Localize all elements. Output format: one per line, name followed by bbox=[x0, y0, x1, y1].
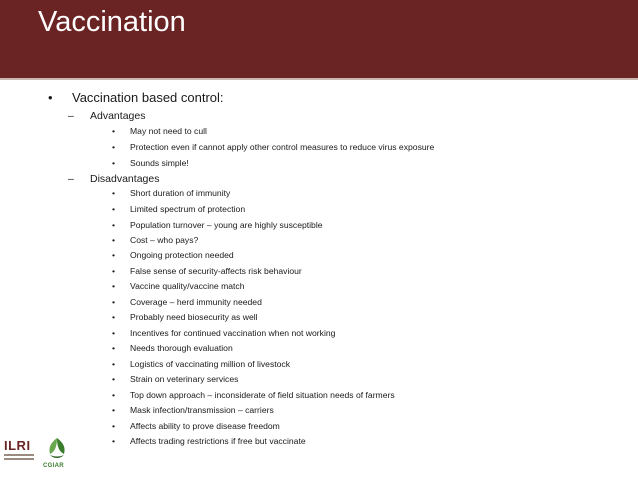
disadvantage-text: Coverage – herd immunity needed bbox=[130, 297, 262, 307]
cgiar-leaf-icon bbox=[44, 436, 70, 460]
bullet-symbol: • bbox=[112, 250, 116, 260]
disadvantage-text: Mask infection/transmission – carriers bbox=[130, 405, 274, 415]
bullet-symbol: • bbox=[112, 390, 116, 400]
disadvantage-text: Ongoing protection needed bbox=[130, 250, 234, 260]
bullet-symbol: • bbox=[48, 90, 53, 105]
dash-symbol: – bbox=[68, 173, 74, 185]
bullet-symbol: • bbox=[112, 220, 116, 230]
disadvantage-text: Short duration of immunity bbox=[130, 188, 231, 198]
logo-area bbox=[4, 436, 76, 476]
bullet-symbol: • bbox=[112, 188, 116, 198]
disadvantage-text: Needs thorough evaluation bbox=[130, 343, 233, 353]
main-bullet-text: Vaccination based control: bbox=[72, 90, 224, 105]
bullet-symbol: • bbox=[112, 328, 116, 338]
ilri-logo: ILRI bbox=[4, 438, 31, 453]
disadvantage-text: Affects trading restrictions if free but vaccinate bbox=[130, 436, 306, 446]
disadvantage-text: Limited spectrum of protection bbox=[130, 204, 246, 214]
bullet-symbol: • bbox=[112, 405, 116, 415]
disadvantage-text: Probably need biosecurity as well bbox=[130, 312, 258, 322]
disadvantage-text: Cost – who pays? bbox=[130, 235, 199, 245]
disadvantages-label: Disadvantages bbox=[90, 173, 160, 185]
bullet-symbol: • bbox=[112, 281, 116, 291]
advantage-text: May not need to cull bbox=[130, 126, 207, 136]
bullet-symbol: • bbox=[112, 158, 116, 168]
bullet-symbol: • bbox=[112, 204, 116, 214]
title-divider bbox=[0, 78, 638, 80]
bullet-symbol: • bbox=[112, 421, 116, 431]
bullet-symbol: • bbox=[112, 126, 116, 136]
dash-symbol: – bbox=[68, 110, 74, 122]
bullet-symbol: • bbox=[112, 374, 116, 384]
disadvantage-text: Top down approach – inconsiderate of field situation needs of farmers bbox=[130, 390, 395, 400]
bullet-symbol: • bbox=[112, 312, 116, 322]
disadvantage-text: Affects ability to prove disease freedom bbox=[130, 421, 280, 431]
disadvantage-text: Logistics of vaccinating million of livestock bbox=[130, 359, 291, 369]
bullet-symbol: • bbox=[112, 266, 116, 276]
disadvantage-text: False sense of security-affects risk behaviour bbox=[130, 266, 302, 276]
slide-title: Vaccination bbox=[38, 6, 186, 38]
bullet-symbol: • bbox=[112, 297, 116, 307]
bullet-symbol: • bbox=[112, 343, 116, 353]
bullet-symbol: • bbox=[112, 359, 116, 369]
ilri-logo-subtext-lines bbox=[4, 454, 34, 464]
disadvantage-text: Incentives for continued vaccination when not working bbox=[130, 328, 336, 338]
title-bar bbox=[0, 0, 638, 78]
bullet-symbol: • bbox=[112, 235, 116, 245]
advantage-text: Sounds simple! bbox=[130, 158, 189, 168]
disadvantage-text: Strain on veterinary services bbox=[130, 374, 239, 384]
bullet-symbol: • bbox=[112, 142, 116, 152]
advantages-label: Advantages bbox=[90, 110, 146, 122]
disadvantage-text: Population turnover – young are highly susceptible bbox=[130, 220, 323, 230]
advantage-text: Protection even if cannot apply other control measures to reduce virus exposure bbox=[130, 142, 435, 152]
bullet-symbol: • bbox=[112, 436, 116, 446]
disadvantage-text: Vaccine quality/vaccine match bbox=[130, 281, 245, 291]
cgiar-logo-text: CGIAR bbox=[43, 463, 64, 469]
